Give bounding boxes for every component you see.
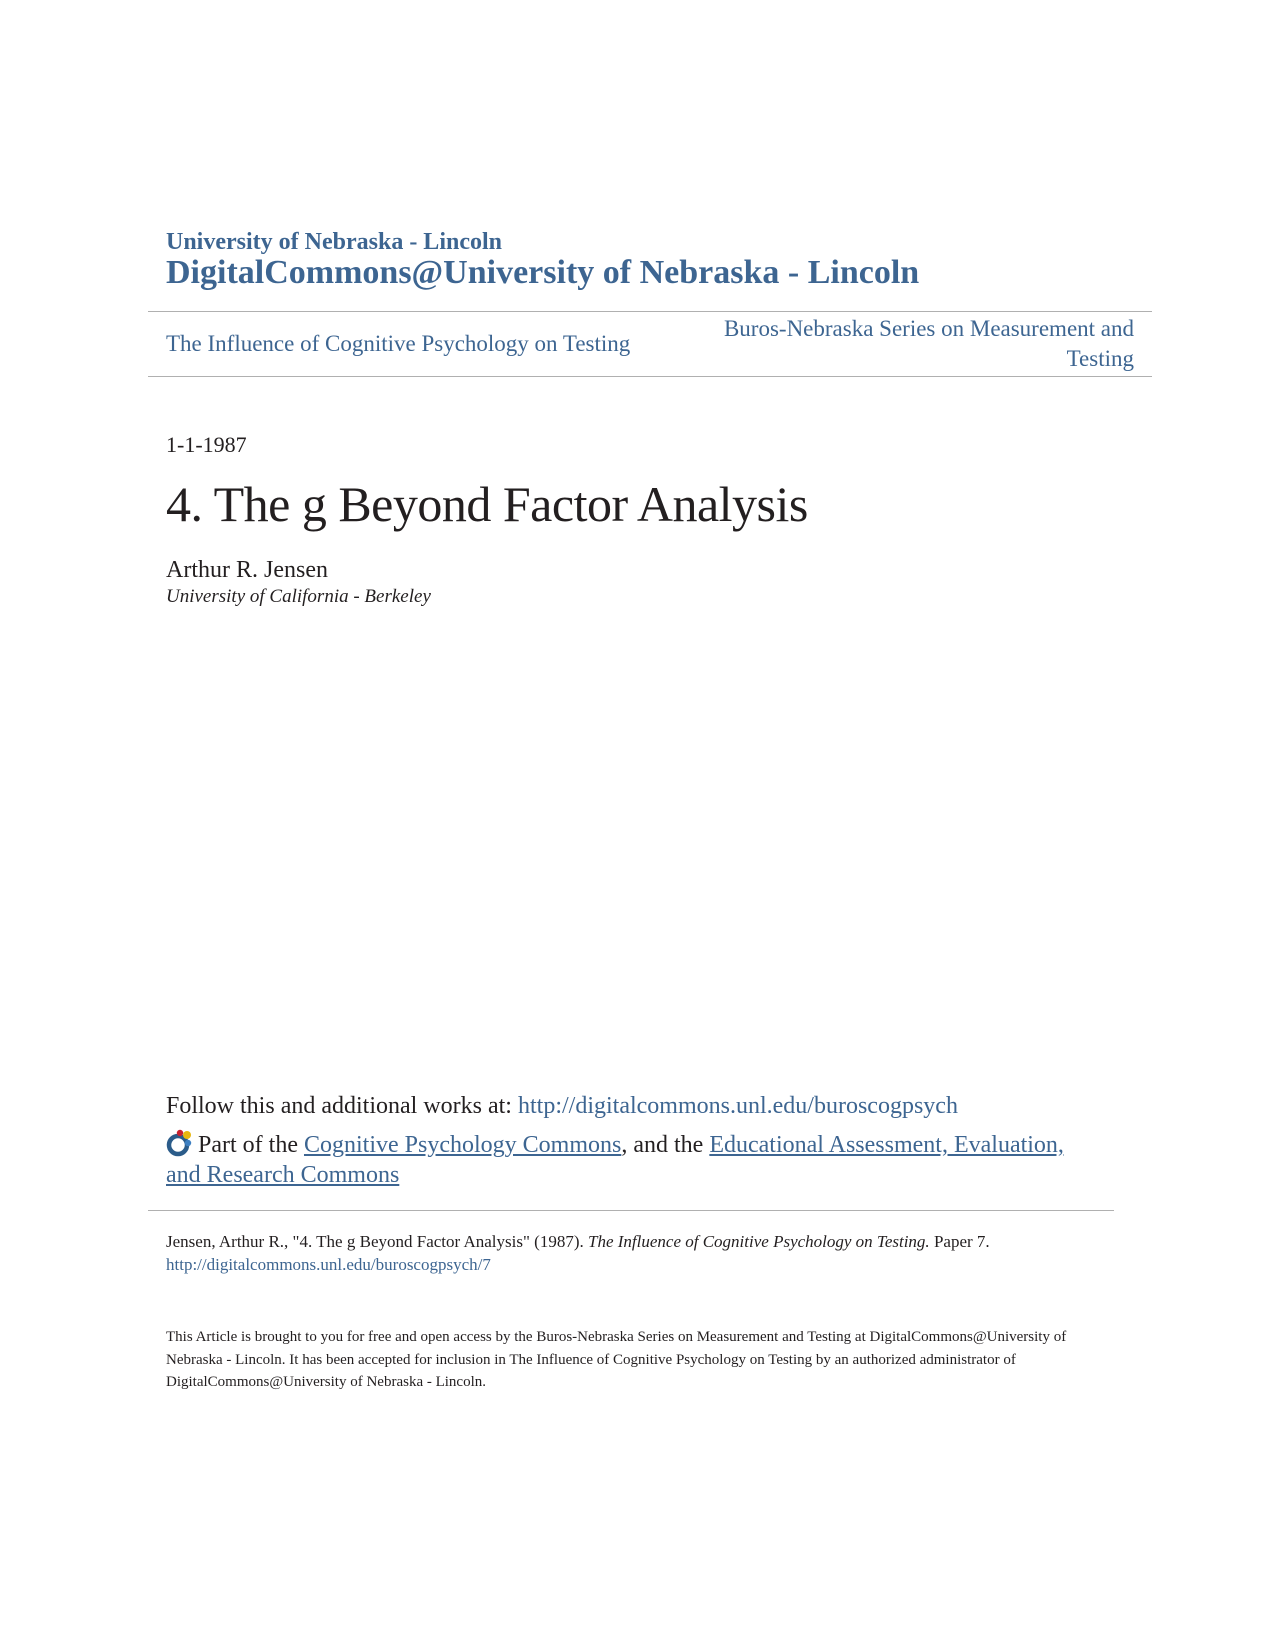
- repository-name[interactable]: DigitalCommons@University of Nebraska - Lincoln: [166, 254, 920, 291]
- author-affiliation: University of California - Berkeley: [166, 586, 431, 607]
- institution-name[interactable]: University of Nebraska - Lincoln: [166, 229, 502, 255]
- follow-label: Follow this and additional works at:: [166, 1093, 518, 1119]
- citation-url-link[interactable]: http://digitalcommons.unl.edu/buroscogpsych/7: [166, 1255, 491, 1274]
- citation-journal: The Influence of Cognitive Psychology on Testing.: [588, 1232, 930, 1251]
- cognitive-psychology-commons-link[interactable]: Cognitive Psychology Commons: [303, 1132, 622, 1158]
- collection-link[interactable]: The Influence of Cognitive Psychology on Testing: [166, 331, 631, 356]
- access-notice: This Article is brought to you for free and open access by the Buros-Nebraska Series on Measurement and Testing at DigitalCommons@University of Nebraska - Lincoln. It has been accepted for inclusion in The Influence of Cognitive Psychology on Testing by an authorized administrator of DigitalCommons@University of Nebraska - Lincoln.: [166, 1329, 1067, 1390]
- citation-divider: [148, 1210, 1114, 1211]
- follow-line: [166, 1092, 958, 1121]
- article-title: 4. The g Beyond Factor Analysis: [166, 476, 808, 532]
- commons-network-icon: [166, 1129, 194, 1157]
- series-link[interactable]: Buros-Nebraska Series on Measurement and Testing: [723, 316, 1134, 371]
- publication-date: 1-1-1987: [166, 432, 247, 457]
- part-of-line: [166, 1129, 1096, 1190]
- citation-text: Jensen, Arthur R., "4. The g Beyond Factor Analysis" (1987).: [166, 1232, 588, 1251]
- citation-paper: Paper 7.: [929, 1232, 990, 1251]
- header-bottom-divider: [148, 376, 1152, 377]
- header-top-divider: [148, 311, 1152, 312]
- part-of-middle: , and the: [621, 1132, 710, 1158]
- collection-url-link[interactable]: http://digitalcommons.unl.edu/buroscogpsych: [517, 1093, 958, 1119]
- author-name: Arthur R. Jensen: [166, 557, 328, 583]
- part-of-prefix: Part of the: [198, 1132, 304, 1158]
- educational-assessment-commons-link[interactable]: Educational Assessment, Evaluation, and Research Commons: [166, 1132, 1064, 1188]
- recommended-citation: [166, 1230, 1126, 1276]
